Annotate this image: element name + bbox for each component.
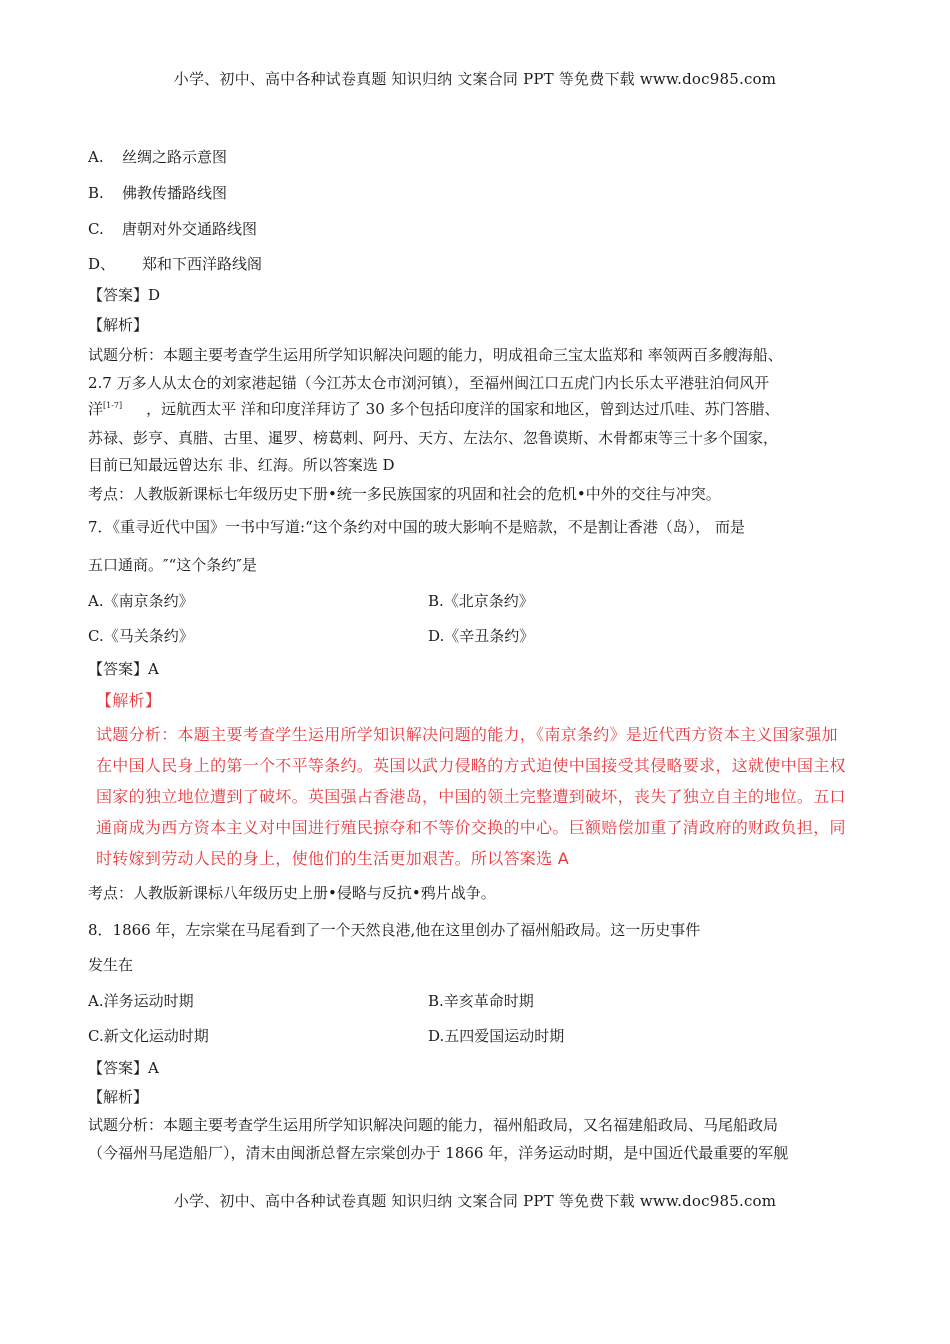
q8-option-d: D.五四爱国运动时期 bbox=[428, 1027, 565, 1045]
q8-analysis-title: 【解析】 bbox=[88, 1088, 149, 1106]
q7-analysis-line: 试题分析：本题主要考查学生运用所学知识解决问题的能力，《南京条约》是近代西方资本主义国家强加 bbox=[96, 725, 838, 744]
q6-analysis-title: 【解析】 bbox=[88, 316, 149, 334]
q7-option-c: C.《马关条约》 bbox=[88, 627, 194, 645]
q6-analysis-line: 苏禄、彭亨、真腊、古里、暹罗、榜葛剌、阿丹、天方、左法尔、忽鲁谟斯、木骨都束等三十多个国家， bbox=[88, 429, 779, 447]
q8-analysis-line: （今福州马尾造船厂），清末由闽浙总督左宗棠创办于 1866 年，洋务运动时期，是中国近代最重要的军舰 bbox=[88, 1144, 789, 1162]
q7-analysis-title: 【解析】 bbox=[96, 691, 162, 710]
q6-option-b bbox=[88, 182, 227, 203]
q7-analysis-line: 时转嫁到劳动人民的身上，使他们的生活更加艰苦。所以答案选 A bbox=[96, 849, 570, 868]
q6-kaodian: 考点：人教版新课标七年级历史下册•统一多民族国家的巩固和社会的危机•中外的交往与冲突。 bbox=[88, 485, 721, 503]
q7-option-a: A.《南京条约》 bbox=[88, 592, 194, 610]
q6-option-c bbox=[88, 218, 257, 239]
footnote-ref: [1-7] bbox=[103, 401, 123, 410]
option-label: D、 bbox=[88, 255, 116, 273]
q7-analysis-line: 通商成为西方资本主义对中国进行殖民掠夺和不等价交换的中心。巨额赔偿加重了清政府的财政负担，同 bbox=[96, 818, 846, 837]
analysis-text: ，远航西太平 洋和印度洋拜访了 30 多个包括印度洋的国家和地区，曾到达过爪哇、苏门答腊、 bbox=[146, 400, 780, 418]
q6-analysis-line: 2.7 万多人从太仓的刘家港起锚（今江苏太仓市浏河镇），至福州闽江口五虎门内长乐太平港驻泊伺风开 bbox=[88, 374, 770, 392]
q7-option-b: B.《北京条约》 bbox=[428, 592, 534, 610]
q6-analysis-line: 试题分析：本题主要考查学生运用所学知识解决问题的能力，明成祖命三宝太监郑和 率领两百多艘海船、 bbox=[88, 346, 783, 364]
q8-option-c: C.新文化运动时期 bbox=[88, 1027, 209, 1045]
page-header: 小学、初中、高中各种试卷真题 知识归纳 文案合同 PPT 等免费下载 www.doc985.com bbox=[173, 70, 777, 88]
q7-analysis-line: 国家的独立地位遭到了破坏。英国强占香港岛，中国的领土完整遭到破坏，丧失了独立自主的地位。五口 bbox=[96, 787, 846, 806]
option-label: C. bbox=[88, 220, 104, 238]
q6-analysis-line: 目前已知最远曾达东 非、红海。所以答案选 D bbox=[88, 456, 395, 474]
q8-stem: 8．1866 年，左宗棠在马尾看到了一个天然良港,他在这里创办了福州船政局。这一历史事件 bbox=[88, 921, 701, 939]
q7-option-d: D.《辛丑条约》 bbox=[428, 627, 535, 645]
q7-kaodian: 考点：人教版新课标八年级历史上册•侵略与反抗•鸦片战争。 bbox=[88, 884, 496, 902]
page-footer: 小学、初中、高中各种试卷真题 知识归纳 文案合同 PPT 等免费下载 www.doc985.com bbox=[173, 1192, 777, 1210]
q6-answer: 【答案】D bbox=[88, 286, 161, 304]
q6-option-d bbox=[88, 253, 262, 274]
q7-stem: 7．《重寻近代中国》一书中写道:“这个条约对中国的玻大影响不是赔款，不是割让香港（岛）， 而是 bbox=[88, 518, 746, 536]
q8-stem-cont: 发生在 bbox=[88, 956, 134, 974]
q6-option-a bbox=[88, 146, 227, 167]
q8-option-b: B.辛亥革命时期 bbox=[428, 992, 534, 1010]
option-text: 郑和下西洋路线阁 bbox=[142, 255, 263, 273]
q8-analysis-line: 试题分析：本题主要考查学生运用所学知识解决问题的能力，福州船政局，又名福建船政局、马尾船政局 bbox=[88, 1116, 779, 1134]
q7-stem-cont: 五口通商。″“这个条约″是 bbox=[88, 556, 257, 574]
q7-answer: 【答案】A bbox=[88, 660, 159, 678]
q8-answer: 【答案】A bbox=[88, 1059, 159, 1077]
option-label: A. bbox=[88, 148, 104, 166]
option-text: 丝绸之路示意图 bbox=[122, 148, 228, 166]
q7-analysis-line: 在中国人民身上的第一个不平等条约。英国以武力侵略的方式迫使中国接受其侵略要求，这就使中国主权 bbox=[96, 756, 846, 775]
analysis-text: 洋 bbox=[88, 400, 104, 418]
option-text: 佛教传播路线图 bbox=[122, 184, 228, 202]
option-text: 唐朝对外交通路线图 bbox=[122, 220, 258, 238]
option-label: B. bbox=[88, 184, 104, 202]
q8-option-a: A.洋务运动时期 bbox=[88, 992, 194, 1010]
q6-analysis-line-3 bbox=[88, 398, 780, 419]
